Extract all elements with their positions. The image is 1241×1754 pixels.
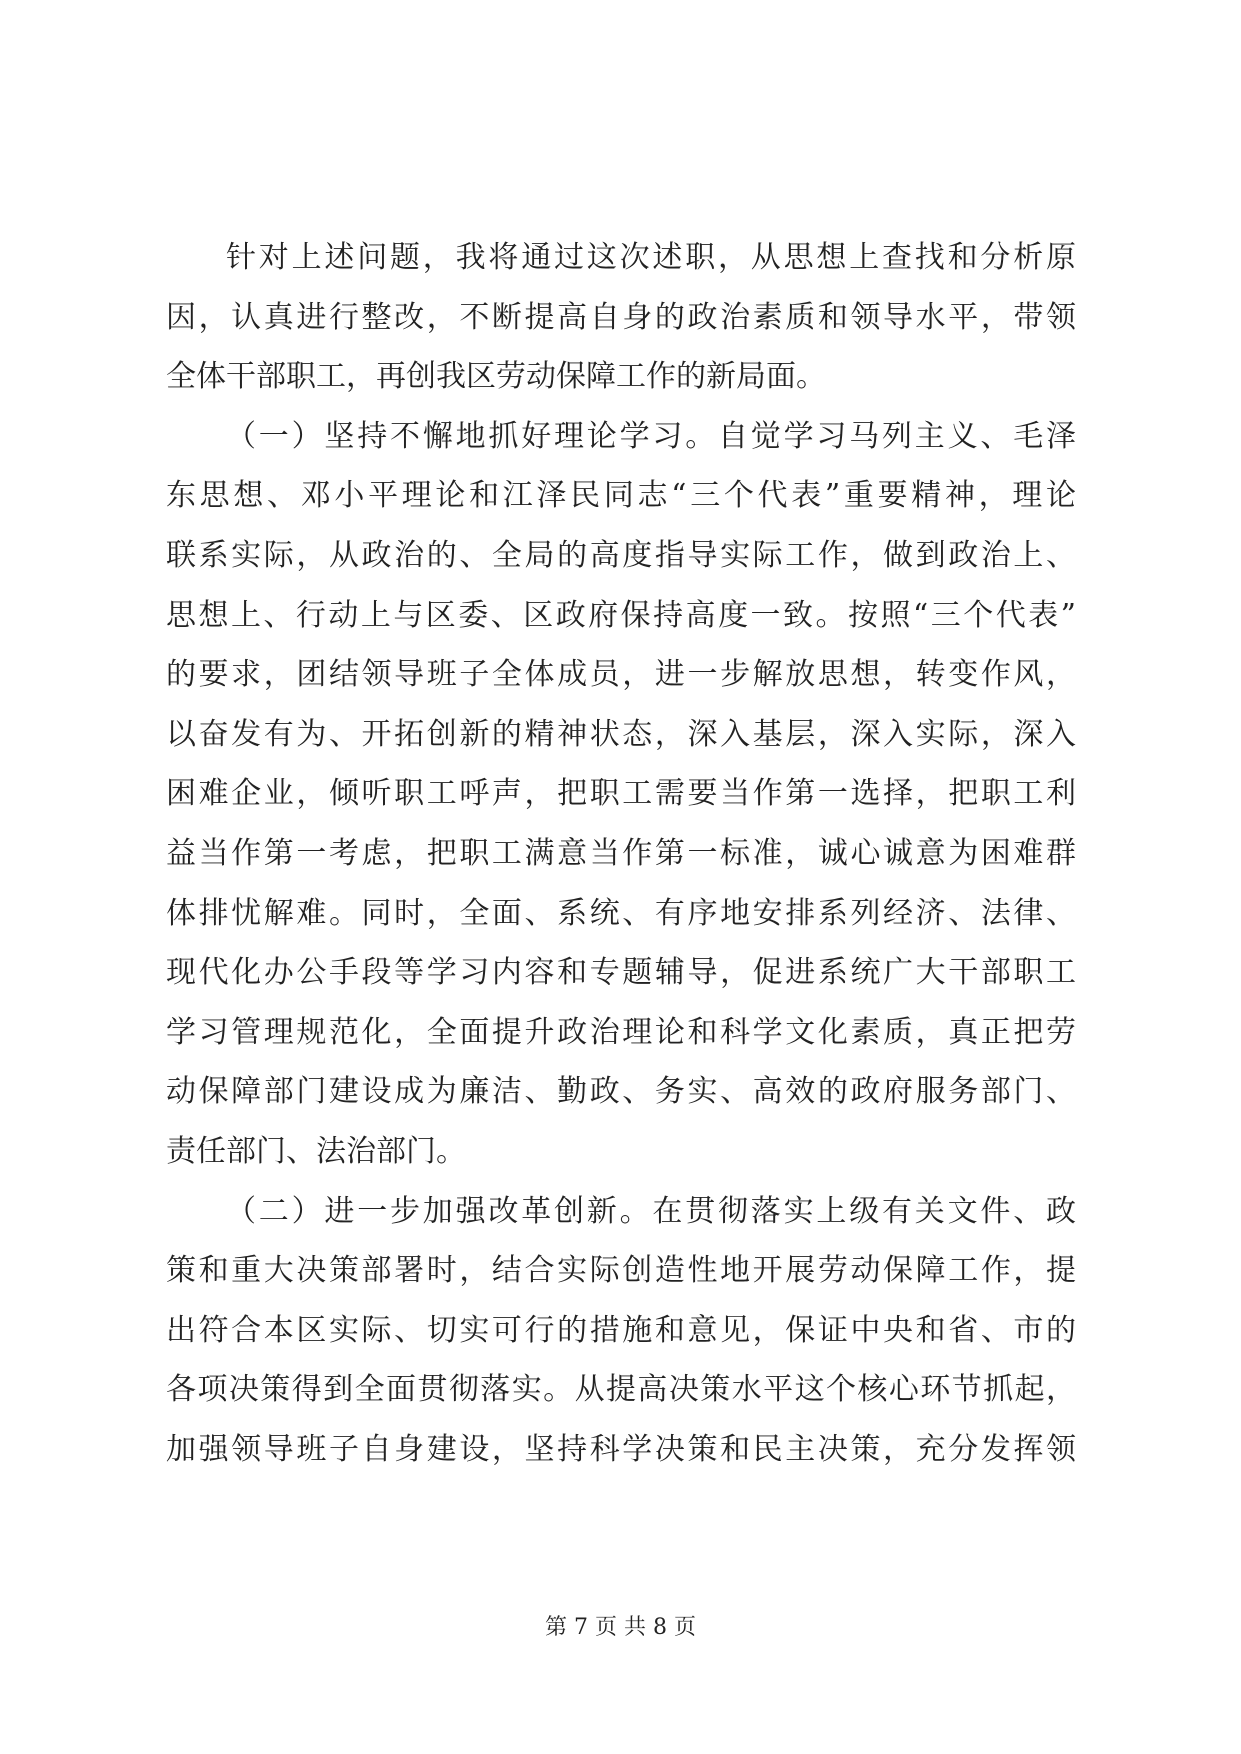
text-line: 全体干部职工，再创我区劳动保障工作的新局面。 xyxy=(166,359,826,395)
text-line: 益当作第一考虑，把职工满意当作第一标准，诚心诚意为困难群 xyxy=(166,835,1076,871)
text-line: 出符合本区实际、切实可行的措施和意见，保证中央和省、市的 xyxy=(166,1312,1076,1348)
text-line: 各项决策得到全面贯彻落实。从提高决策水平这个核心环节抓起， xyxy=(166,1372,1076,1408)
page-footer: 第 7 页 共 8 页 xyxy=(545,1615,696,1640)
text-line: （一）坚持不懈地抓好理论学习。自觉学习马列主义、毛泽 xyxy=(226,418,1076,454)
text-line: 体排忧解难。同时，全面、系统、有序地安排系列经济、法律、 xyxy=(166,895,1076,931)
text-line: 加强领导班子自身建设，坚持科学决策和民主决策，充分发挥领 xyxy=(166,1431,1076,1467)
text-line: 联系实际，从政治的、全局的高度指导实际工作，做到政治上、 xyxy=(166,537,1076,573)
text-line: 针对上述问题，我将通过这次述职，从思想上查找和分析原 xyxy=(226,240,1076,275)
text-line: 责任部门、法治部门。 xyxy=(166,1133,466,1169)
body-text xyxy=(166,228,1076,1479)
text-line: 现代化办公手段等学习内容和专题辅导，促进系统广大干部职工 xyxy=(166,955,1076,991)
text-line: 思想上、行动上与区委、区政府保持高度一致。按照“三个代表” xyxy=(166,597,1076,633)
text-line: 以奋发有为、开拓创新的精神状态，深入基层，深入实际，深入 xyxy=(166,716,1076,752)
text-line: 东思想、邓小平理论和江泽民同志“三个代表”重要精神，理论 xyxy=(166,478,1076,514)
text-line: 策和重大决策部署时，结合实际创造性地开展劳动保障工作，提 xyxy=(166,1253,1076,1289)
text-line: 因，认真进行整改，不断提高自身的政治素质和领导水平，带领 xyxy=(166,299,1076,335)
text-line: （二）进一步加强改革创新。在贯彻落实上级有关文件、政 xyxy=(226,1193,1076,1229)
text-line: 动保障部门建设成为廉洁、勤政、务实、高效的政府服务部门、 xyxy=(166,1074,1076,1110)
text-line: 学习管理规范化，全面提升政治理论和科学文化素质，真正把劳 xyxy=(166,1014,1076,1050)
text-line: 的要求，团结领导班子全体成员，进一步解放思想，转变作风， xyxy=(166,657,1076,693)
text-line: 困难企业，倾听职工呼声，把职工需要当作第一选择，把职工利 xyxy=(166,776,1076,812)
